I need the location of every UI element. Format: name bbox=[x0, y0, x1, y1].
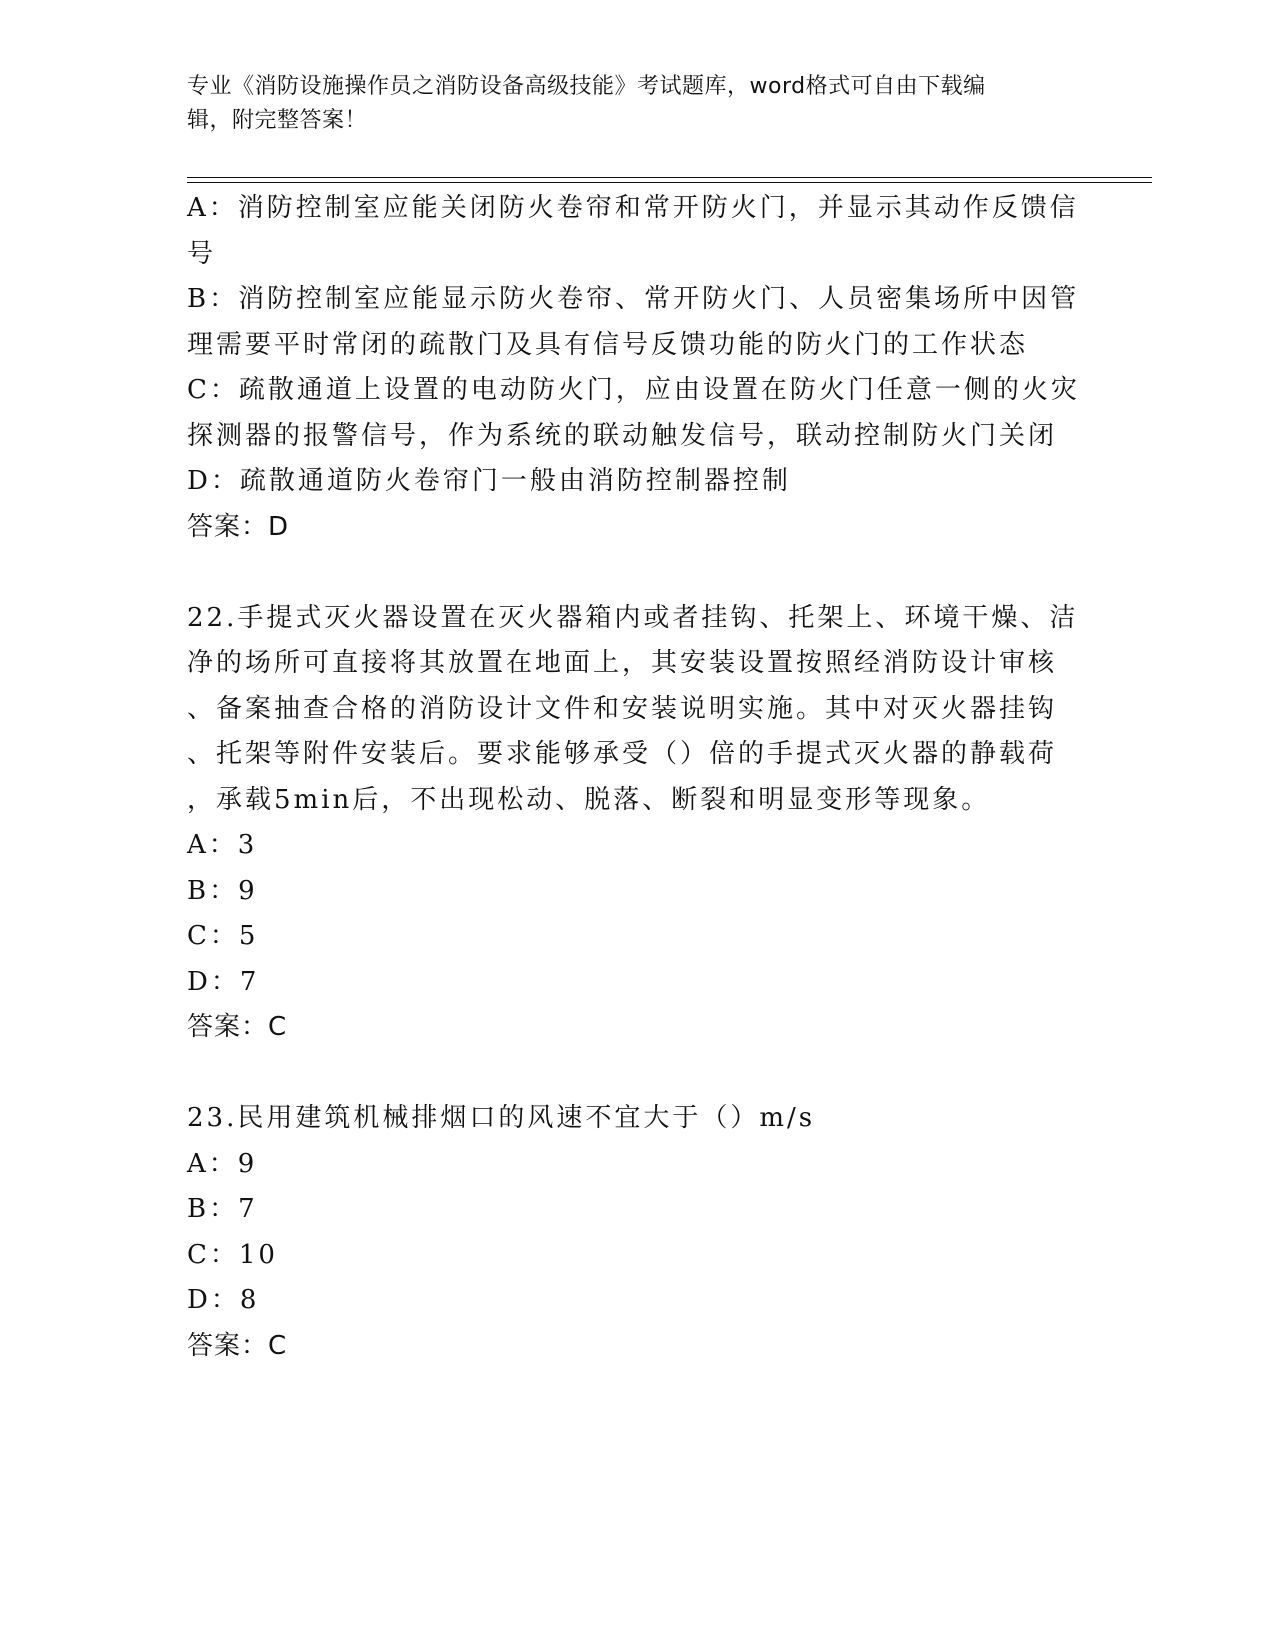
spacer bbox=[187, 550, 1082, 596]
option-line: C：10 bbox=[187, 1239, 278, 1270]
question-21 bbox=[187, 186, 1082, 550]
question-stem-line: 、托架等附件安装后。要求能够承受（）倍的手提式灭火器的静载荷 bbox=[187, 739, 1058, 769]
header-line-1: 专业《消防设施操作员之消防设备高级技能》考试题库，word格式可自由下载编 bbox=[187, 74, 986, 99]
question-23 bbox=[187, 1096, 1082, 1369]
header-rule-top bbox=[187, 177, 1152, 178]
option-line: D：疏散通道防火卷帘门一般由消防控制器控制 bbox=[187, 466, 791, 496]
question-stem-line: 23.民用建筑机械排烟口的风速不宜大于（）m/s bbox=[187, 1103, 816, 1133]
option-line: 号 bbox=[187, 238, 217, 269]
header-line-2: 辑，附完整答案！ bbox=[187, 108, 368, 133]
option-line: D：8 bbox=[187, 1285, 260, 1315]
answer-line: 答案：C bbox=[187, 1330, 288, 1361]
question-content bbox=[187, 186, 1082, 1369]
option-line: B：7 bbox=[187, 1194, 258, 1224]
header-rule-bottom bbox=[187, 182, 1152, 183]
spacer bbox=[187, 1051, 1082, 1097]
option-line: B：消防控制室应能显示防火卷帘、常开防火门、人员密集场所中因管 bbox=[187, 284, 1080, 314]
question-stem-line: ，承载5min后，不出现松动、脱落、断裂和明显变形等现象。 bbox=[187, 784, 991, 815]
question-stem-line: 、备案抽查合格的消防设计文件和安装说明实施。其中对灭火器挂钩 bbox=[187, 693, 1058, 724]
option-line: B：9 bbox=[187, 875, 258, 906]
option-line: A：3 bbox=[187, 830, 258, 860]
document-header bbox=[187, 70, 1067, 138]
answer-line: 答案：D bbox=[187, 511, 290, 542]
question-stem-line: 22.手提式灭火器设置在灭火器箱内或者挂钩、托架上、环境干燥、洁 bbox=[187, 602, 1079, 633]
answer-line: 答案：C bbox=[187, 1012, 288, 1042]
option-line: C：疏散通道上设置的电动防火门，应由设置在防火门任意一侧的火灾 bbox=[187, 375, 1080, 405]
option-line: 理需要平时常闭的疏散门及具有信号反馈功能的防火门的工作状态 bbox=[187, 329, 1029, 360]
question-stem-line: 净的场所可直接将其放置在地面上，其安装设置按照经消防设计审核 bbox=[187, 648, 1058, 678]
option-line: A：9 bbox=[187, 1148, 258, 1179]
option-line: C：5 bbox=[187, 921, 259, 951]
question-22 bbox=[187, 596, 1082, 1051]
option-line: D：7 bbox=[187, 966, 260, 997]
option-line: 探测器的报警信号，作为系统的联动触发信号，联动控制防火门关闭 bbox=[187, 420, 1058, 451]
option-line: A：消防控制室应能关闭防火卷帘和常开防火门，并显示其动作反馈信 bbox=[187, 193, 1079, 223]
